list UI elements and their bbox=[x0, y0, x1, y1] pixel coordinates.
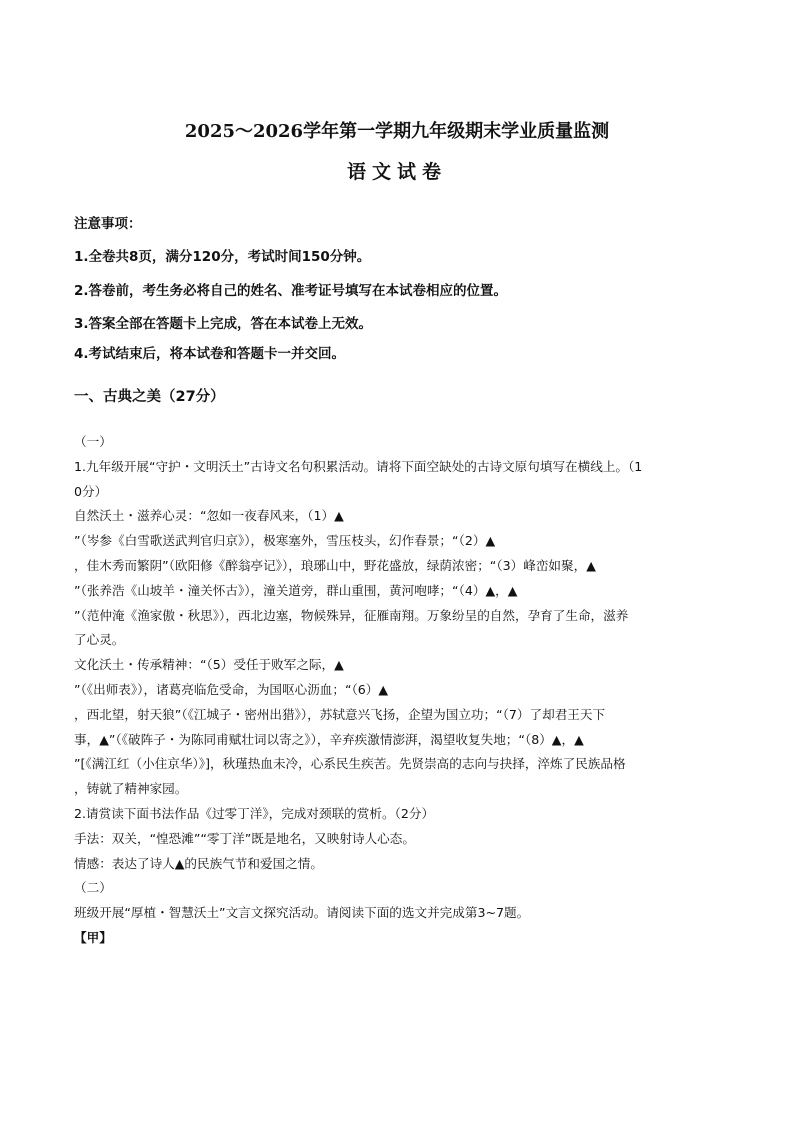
notice-item-3: 3.答案全部在答题卡上完成，答在本试卷上无效。 bbox=[74, 316, 373, 332]
text-line: （一） bbox=[74, 434, 112, 449]
text-line: 1.九年级开展“守护・文明沃土”古诗文名句积累活动。请将下面空缺处的古诗文原句填写在横线上。（1 bbox=[74, 458, 643, 474]
text-line: ”（《出师表》），诸葛亮临危受命，为国呕心沥血；“（6）▲ bbox=[74, 681, 389, 697]
text-line: 自然沃土・滋养心灵：“忽如一夜春风来，（1）▲ bbox=[74, 508, 344, 524]
notice-item-1: 1.全卷共8页，满分120分，考试时间150分钟。 bbox=[74, 249, 371, 265]
text-line: 情感：表达了诗人▲的民族气节和爱国之情。 bbox=[74, 855, 323, 871]
text-line: 班级开展“厚植・智慧沃土”文言文探究活动。请阅读下面的选文并完成第3~7题。 bbox=[74, 905, 530, 921]
text-line: 了心灵。 bbox=[74, 632, 125, 648]
passage-label-jia: 【甲】 bbox=[74, 929, 112, 945]
notice-heading: 注意事项： bbox=[74, 216, 142, 232]
section-heading: 一、古典之美（27分） bbox=[74, 389, 225, 405]
text-line: （二） bbox=[74, 880, 112, 896]
text-line: ，西北望，射天狼”（《江城子・密州出猎》），苏轼意兴飞扬，企望为国立功；“（7）了却君王天下 bbox=[74, 706, 606, 722]
text-line: 0分） bbox=[74, 483, 108, 499]
text-line: 文化沃土・传承精神：“（5）受任于败军之际，▲ bbox=[74, 657, 344, 673]
question-body bbox=[74, 430, 722, 951]
text-line: ”（岑参《白雪歌送武判官归京》），极寒塞外，雪压枝头，幻作春景；“（2）▲ bbox=[74, 533, 496, 549]
text-line: ，铸就了精神家园。 bbox=[74, 781, 188, 797]
text-line: 2.请赏读下面书法作品《过零丁洋》，完成对颈联的赏析。（2分） bbox=[74, 805, 435, 821]
text-line: ，佳木秀而繁阴”（欧阳修《醉翁亭记》），琅琊山中，野花盛放，绿荫浓密；“（3）峰峦如聚，▲ bbox=[74, 557, 596, 573]
notice-item-2: 2.答卷前，考生务必将自己的姓名、准考证号填写在本试卷相应的位置。 bbox=[74, 283, 508, 299]
text-line: ”[《满江红（小住京华）》]，秋瑾热血未冷，心系民生疾苦。先贤崇高的志向与抉择，淬炼了民族品格 bbox=[74, 756, 626, 772]
exam-title: 2025～2026学年第一学期九年级期末学业质量监测 bbox=[184, 121, 610, 142]
text-line: 手法：双关，“惶恐滩”“零丁洋”既是地名，又映射诗人心态。 bbox=[74, 830, 415, 846]
text-line: 事，▲”（《破阵子・为陈同甫赋壮词以寄之》），辛弃疾激情澎湃，渴望收复失地；“（8）▲，▲ bbox=[74, 731, 584, 747]
text-line: ”（张养浩《山坡羊・潼关怀古》），潼关道旁，群山重围，黄河咆哮；“（4）▲，▲ bbox=[74, 582, 518, 598]
exam-subtitle: 语文试卷 bbox=[346, 161, 447, 183]
notice-item-4: 4.考试结束后，将本试卷和答题卡一并交回。 bbox=[74, 346, 346, 362]
text-line: ”（范仲淹《渔家傲・秋思》），西北边塞，物候殊异，征雁南翔。万象纷呈的自然，孕育了生命，滋养 bbox=[74, 607, 629, 623]
